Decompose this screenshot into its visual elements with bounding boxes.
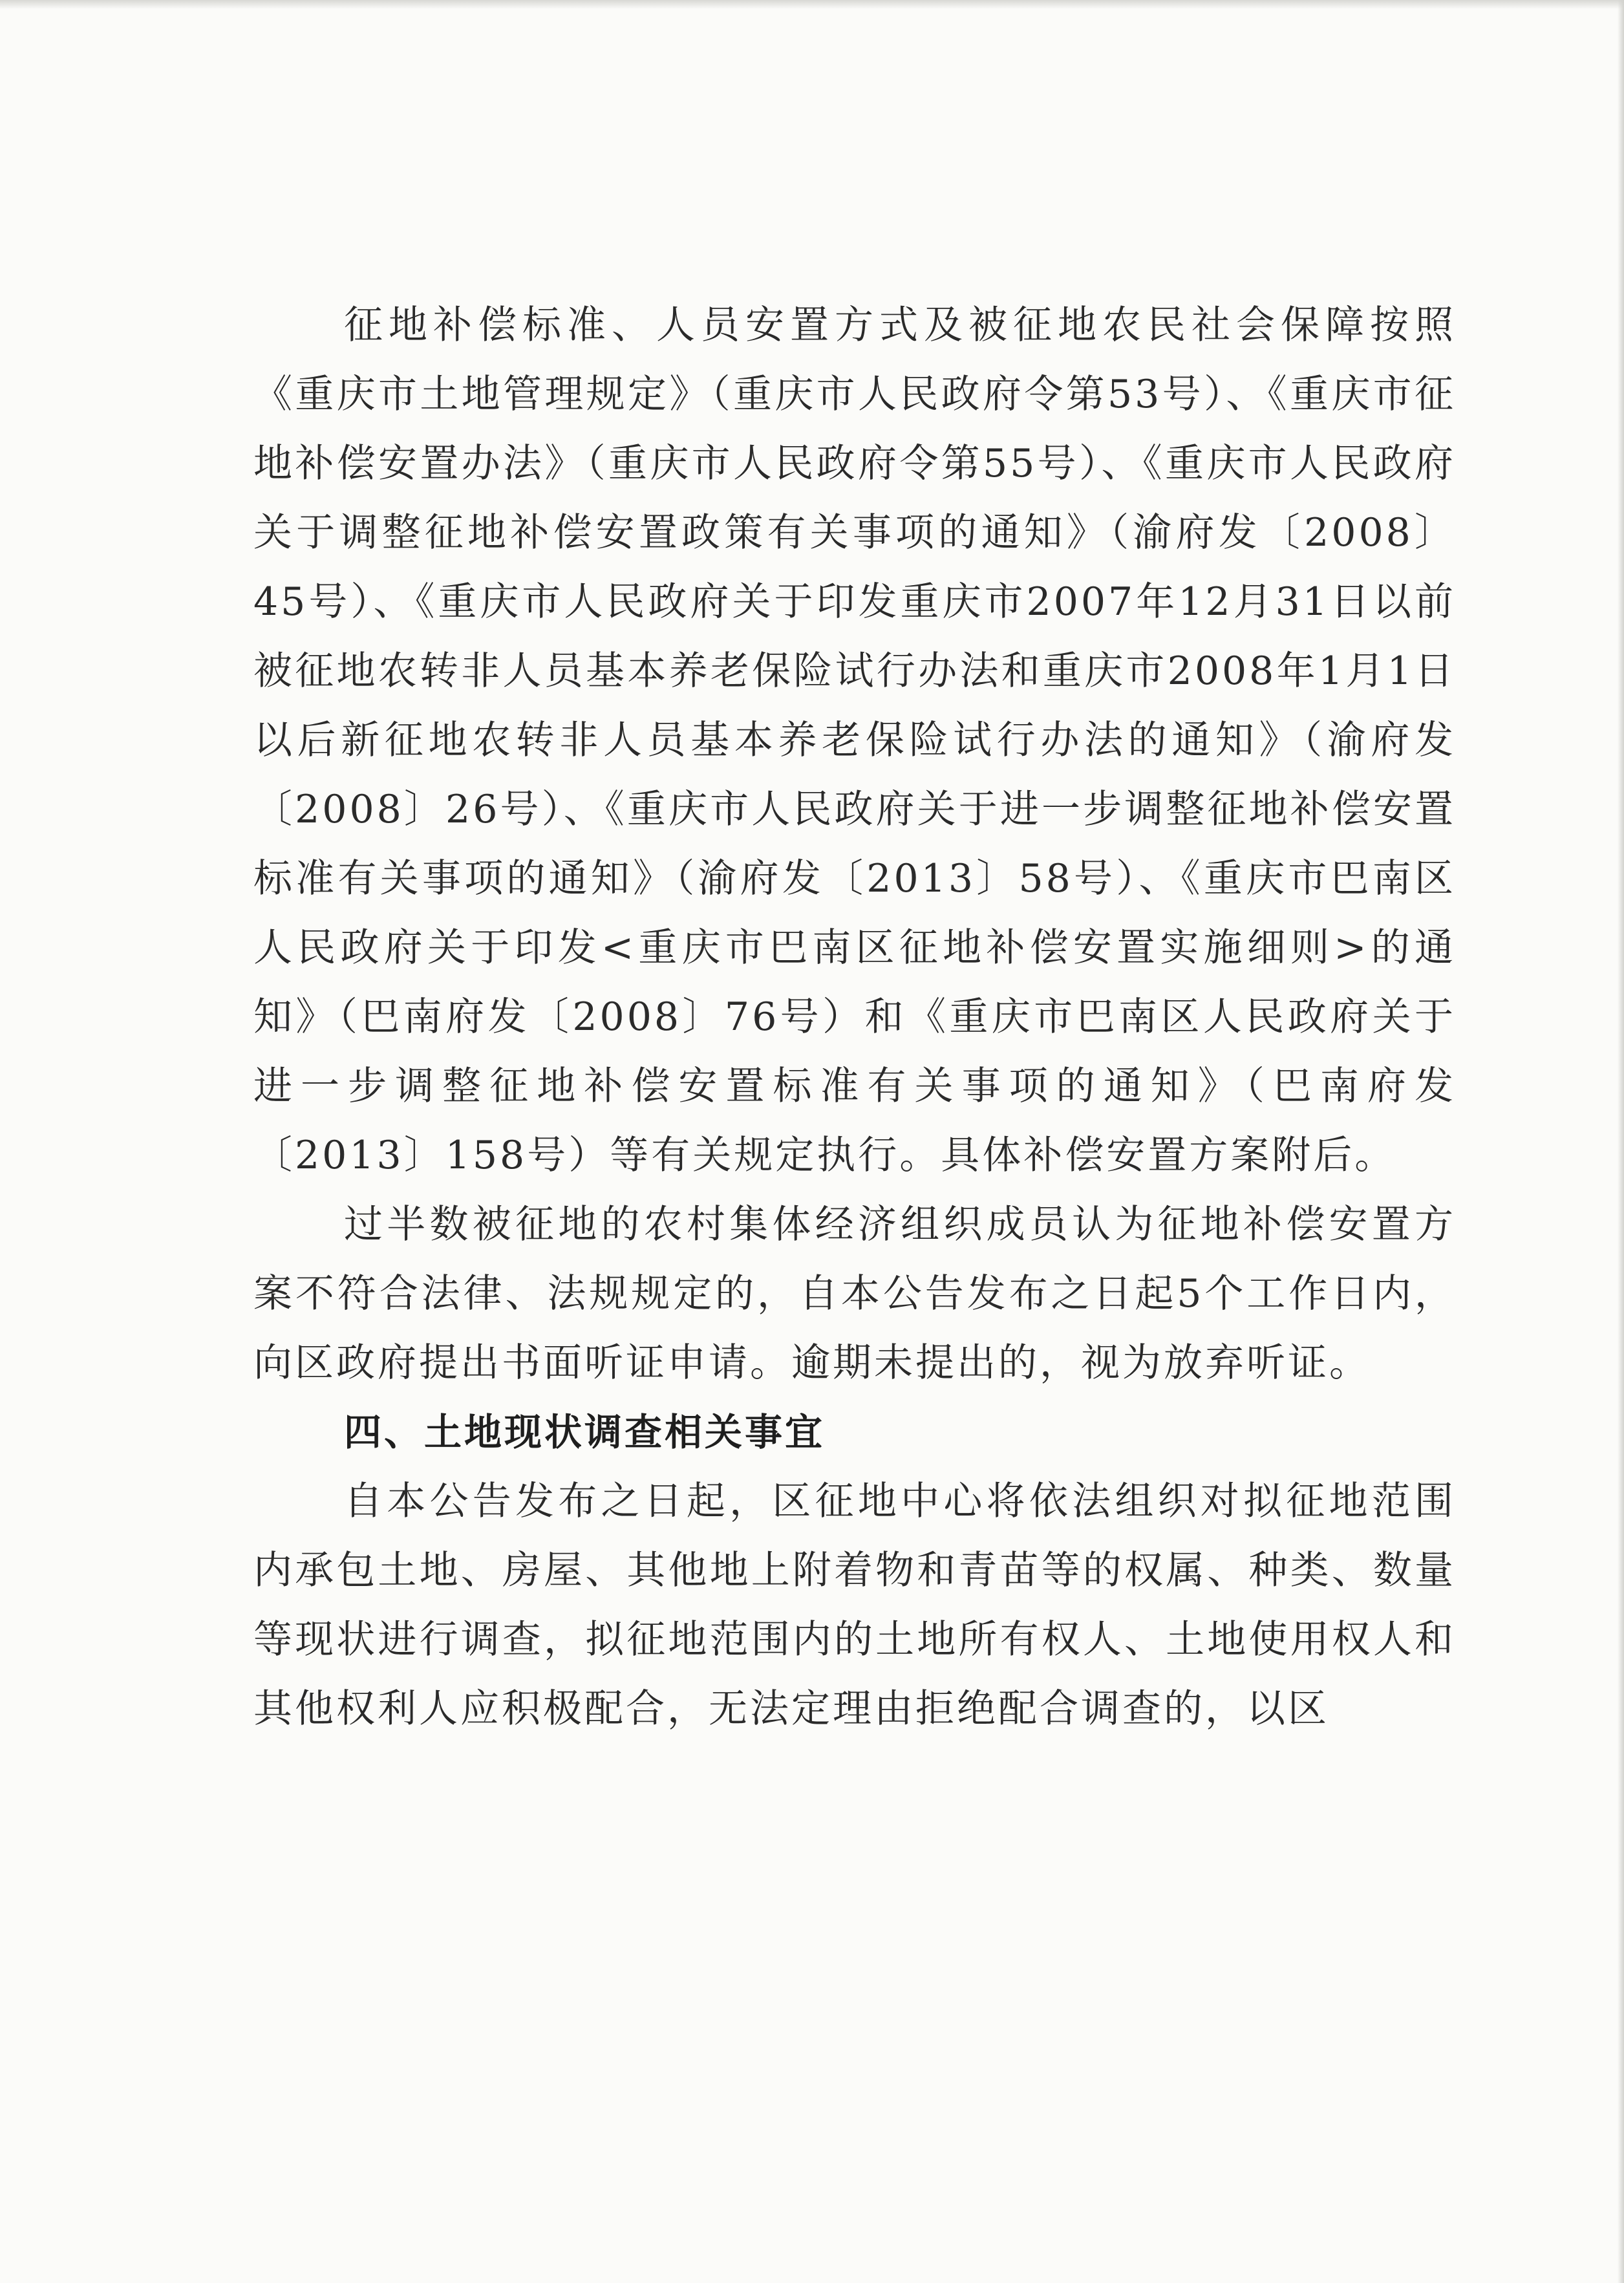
paragraph-land-survey: 自本公告发布之日起，区征地中心将依法组织对拟征地范围内承包土地、房屋、其他地上附着物和青苗等的权属、种类、数量等现状进行调查，拟征地范围内的土地所有权人、土地使用权人和其他权利人应积极配合，无法定理由拒绝配合调查的，以区 (253, 1479, 1456, 1731)
scan-edge-right (1618, 0, 1624, 2283)
section-heading: 四、土地现状调查相关事宜 (344, 1410, 826, 1454)
paragraph-compensation-standards: 征地补偿标准、人员安置方式及被征地农民社会保障按照《重庆市土地管理规定》（重庆市人民政府令第53号）、《重庆市征地补偿安置办法》（重庆市人民政府令第55号）、《重庆市人民政府关于调整征地补偿安置政策有关事项的通知》（渝府发〔2008〕45号）、《重庆市人民政府关于印发重庆市2007年12月31日以前被征地农转非人员基本养老保险试行办法和重庆市2008年1月1日以后新征地农转非人员基本养老保险试行办法的通知》（渝府发〔2008〕26号）、《重庆市人民政府关于进一步调整征地补偿安置标准有关事项的通知》（渝府发〔2013〕58号）、《重庆市巴南区人民政府关于印发<重庆市巴南区征地补偿安置实施细则>的通知》（巴南府发〔2008〕76号）和《重庆市巴南区人民政府关于进一步调整征地补偿安置标准有关事项的通知》（巴南府发〔2013〕158号）等有关规定执行。具体补偿安置方案附后。 (253, 303, 1456, 1178)
scan-edge-top (0, 0, 1624, 9)
paragraph-hearing-application: 过半数被征地的农村集体经济组织成员认为征地补偿安置方案不符合法律、法规规定的，自本公告发布之日起5个工作日内，向区政府提出书面听证申请。逾期未提出的，视为放弃听证。 (253, 1202, 1456, 1386)
document-body (253, 291, 1456, 1744)
